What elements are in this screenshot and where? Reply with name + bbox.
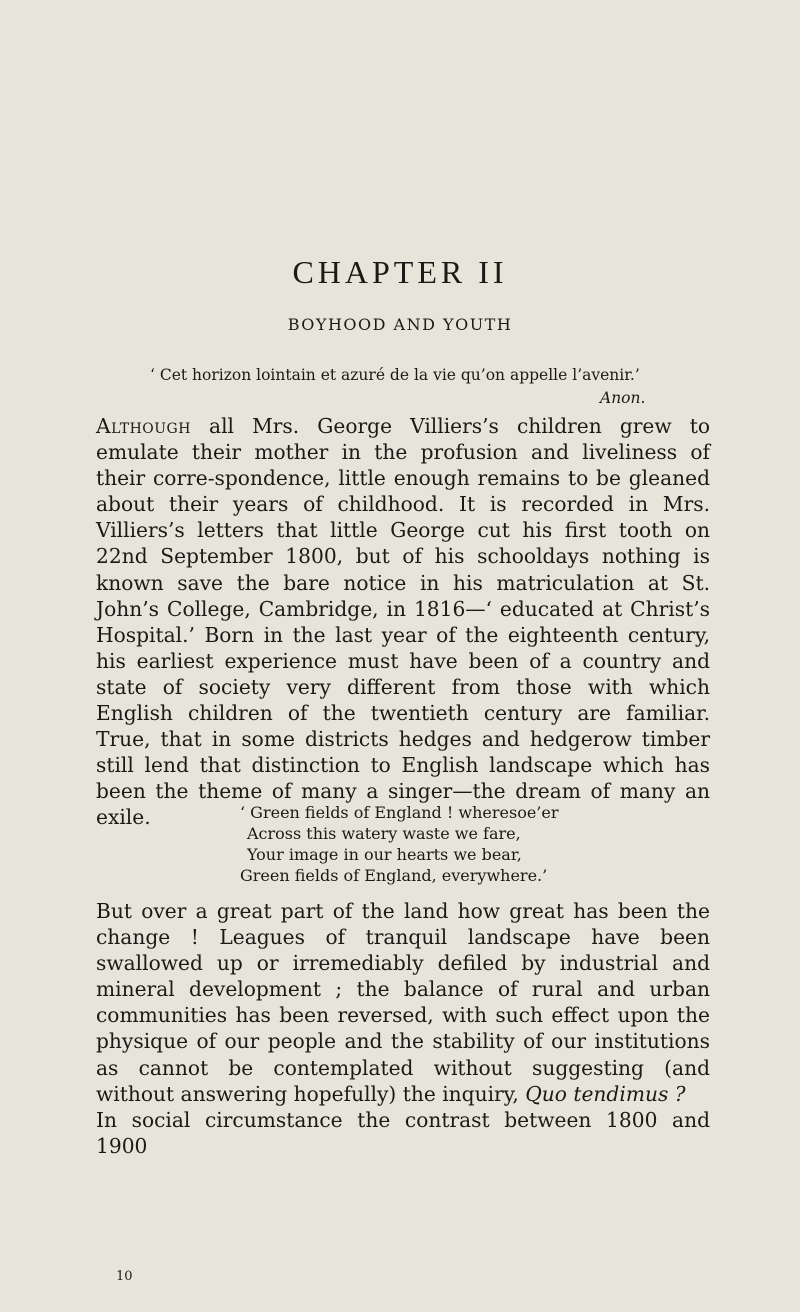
epigraph: [150, 364, 750, 407]
epigraph-quote: ‘ Cet horizon lointain et azuré de la vie qu’on appelle l’avenir.’: [150, 366, 640, 384]
chapter-title: CHAPTER II: [292, 254, 508, 290]
verse-line: Your image in our hearts we bear,: [247, 845, 522, 864]
paragraph-2-text: But over a great part of the land how great has been the change ! Leagues of tranquil landscape have been swallowed up or irremediably defiled by industrial and mineral development ; the balance of rural and urban communities has been reversed, with such effect upon the physique of our people and the stability of our institutions as cannot be contemplated without suggesting (and without answering hopefully) the inquiry,: [96, 899, 710, 1106]
verse-line: Green fields of England, everywhere.’: [240, 866, 548, 885]
epigraph-attribution: Anon.: [600, 389, 646, 407]
verse-line: Across this watery waste we fare,: [247, 824, 521, 843]
paragraph-1: [96, 413, 710, 831]
paragraph-3-start: In social circumstance the contrast between 1800 and 1900: [96, 1107, 710, 1158]
paragraph-1-lead: Although: [96, 414, 191, 438]
page-number: 10: [116, 1269, 133, 1284]
paragraph-2-italic: Quo tendimus ?: [525, 1081, 686, 1106]
paragraph-1-text: all Mrs. George Villiers’s children grew to emulate their mother in the profusion and liveliness of their corre-spondence, little enough remains to be gleaned about their years of childhood. It is recorded in Mrs. Villiers’s letters that little George cut his first tooth on 22nd September 1800, but of his schooldays nothing is known save the bare notice in his matriculation at St. John’s College, Cambridge, in 1816—‘ educated at Christ’s Hospital.’ Born in the last year of the eighteenth century, his earliest experience must have been of a country and state of society very different from those with which English children of the twentieth century are familiar. True, that in some districts hedges and hedgerow timber still lend that distinction to English landscape which has been the theme of many a singer—the dream of many an exile.: [96, 414, 710, 830]
chapter-subtitle: BOYHOOD AND YOUTH: [287, 315, 513, 334]
paragraph-2: [96, 898, 710, 1159]
verse-line: ‘ Green fields of England ! wheresoe’er: [240, 803, 559, 822]
verse-quote: [240, 802, 720, 886]
